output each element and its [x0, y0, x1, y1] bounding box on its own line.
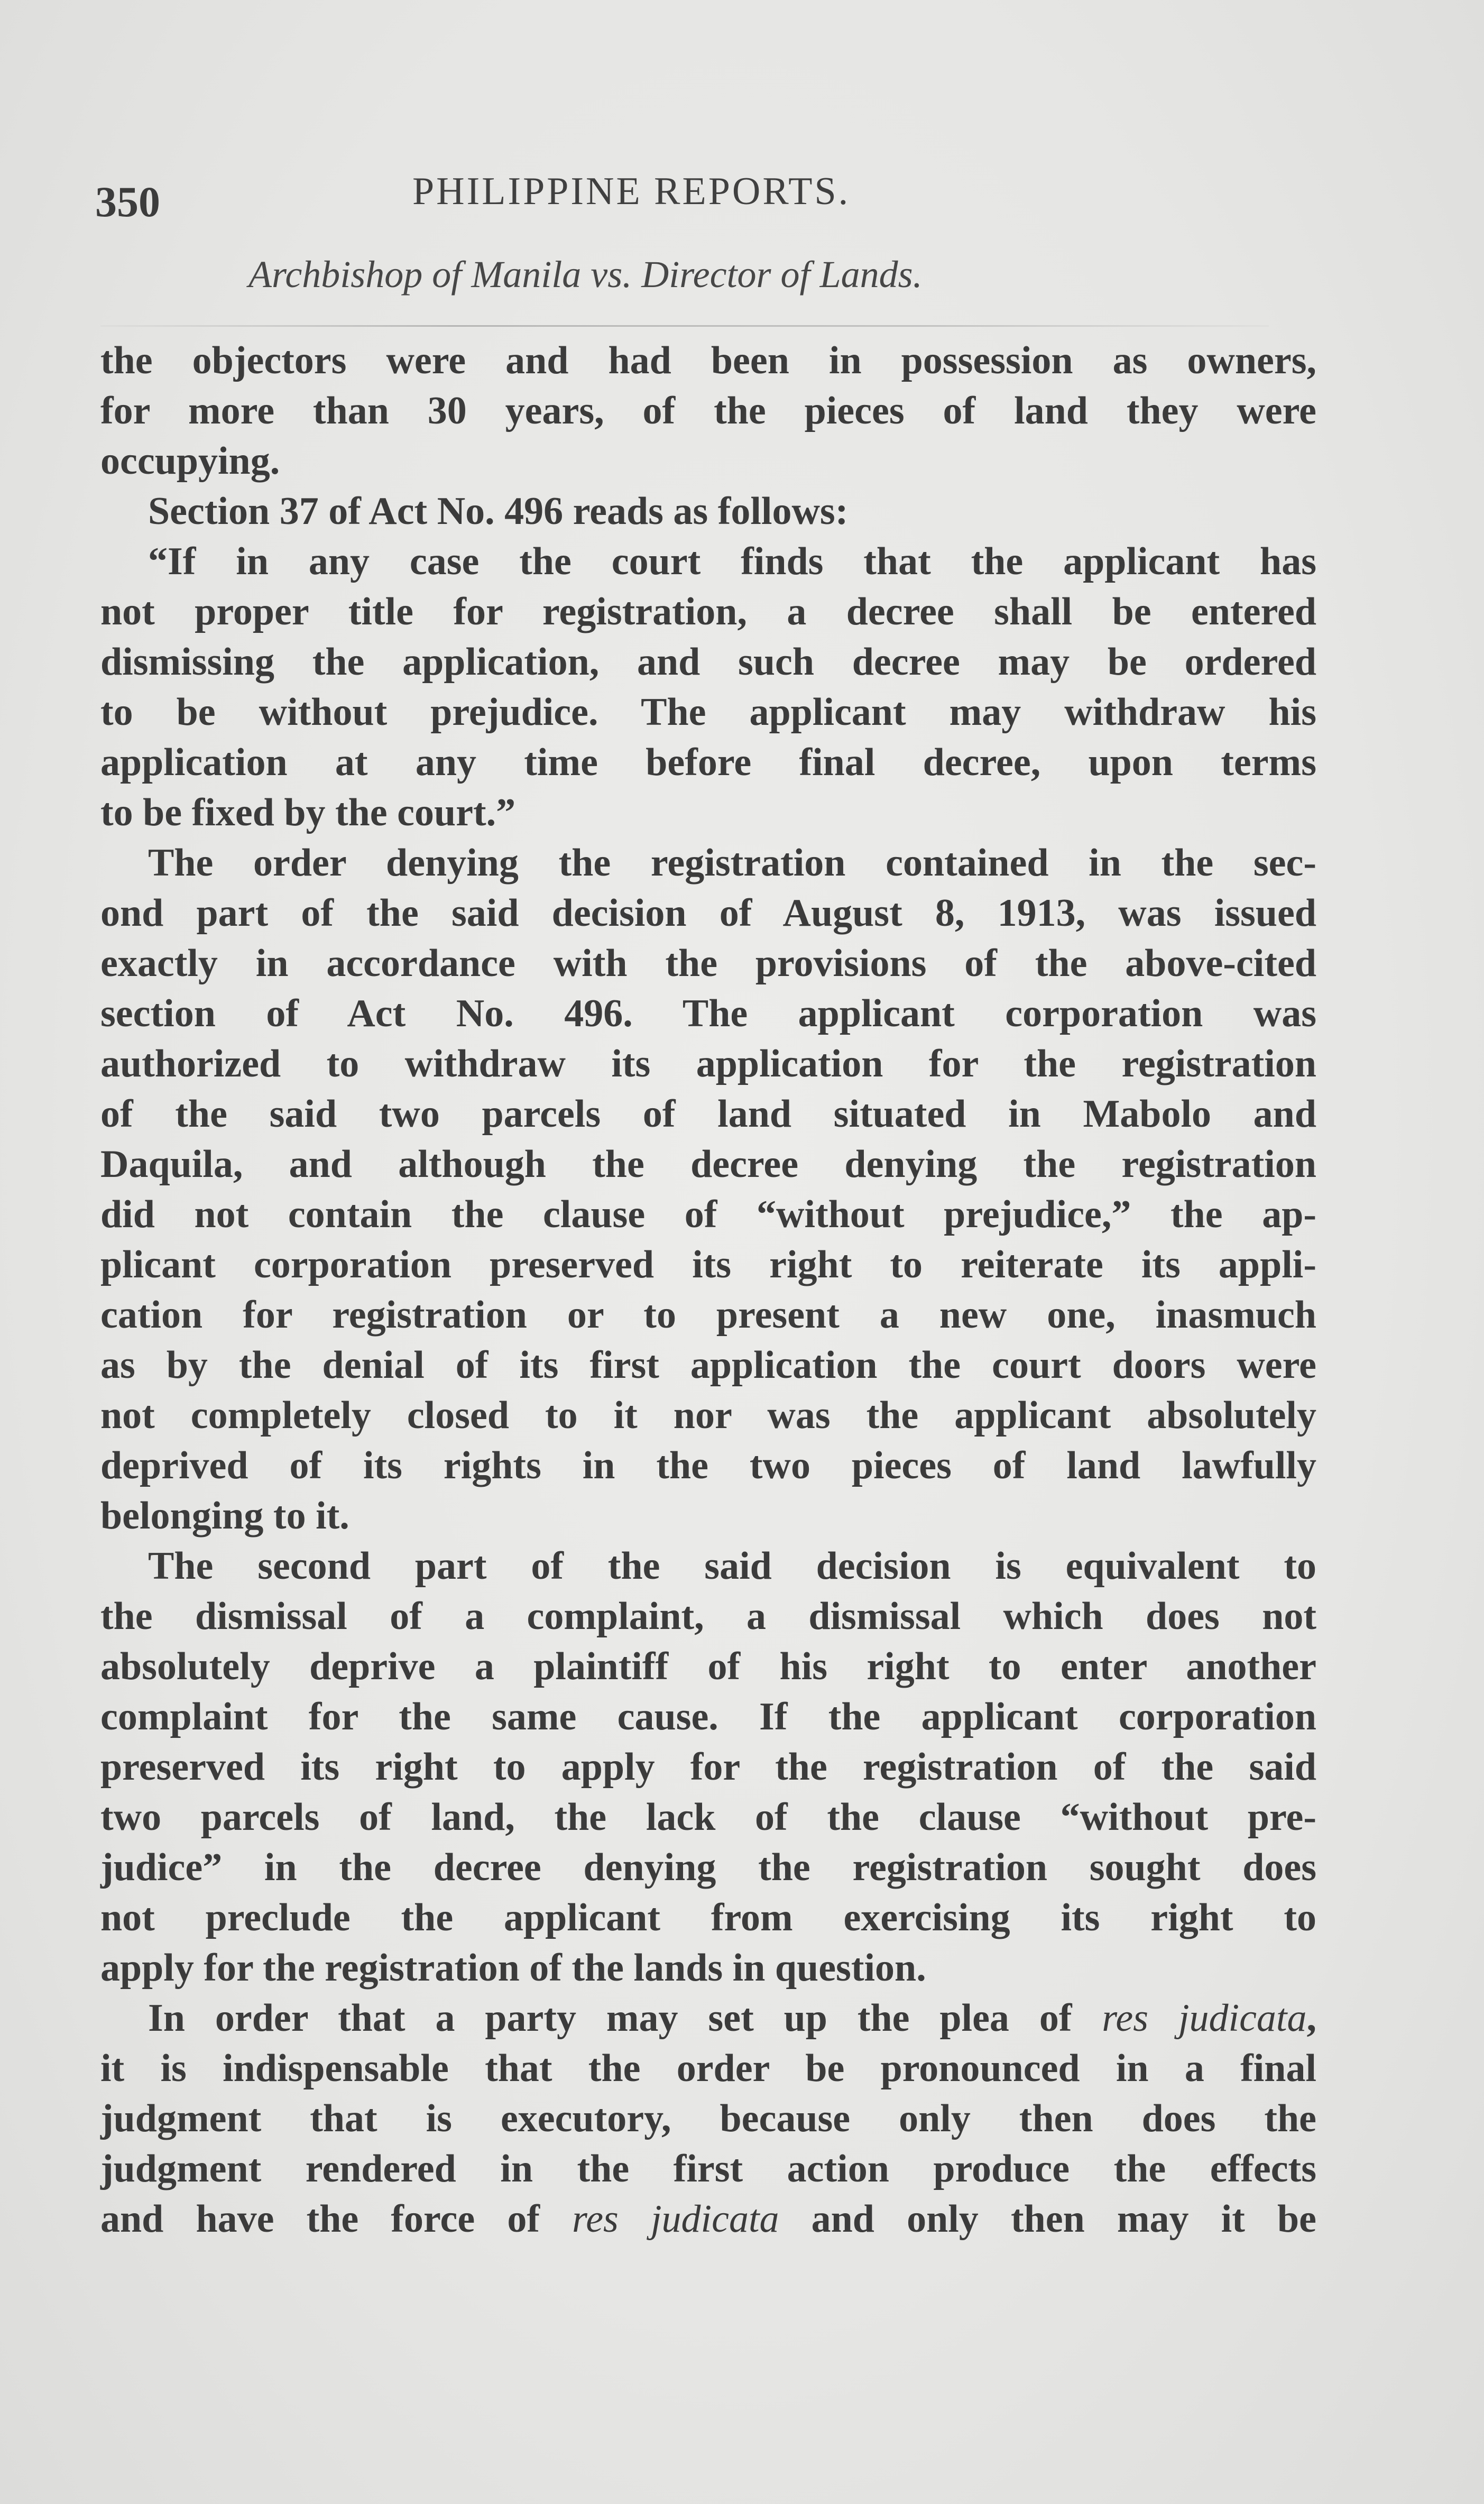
latin-phrase: res judicata: [1102, 1996, 1307, 2040]
text-line: authorized to withdraw its application for the registration: [100, 1042, 1316, 1085]
text-line: judgment rendered in the first action produce the effects: [100, 2147, 1316, 2190]
text-line: judgment that is executory, because only then does the: [100, 2097, 1316, 2140]
text-line: the objectors were and had been in possession as owners,: [100, 339, 1316, 382]
text-line: as by the denial of its first application the court doors were: [100, 1343, 1316, 1387]
body-text: [100, 336, 1316, 2244]
header-rule: [100, 325, 1269, 327]
text-line: the dismissal of a complaint, a dismissal which does not: [100, 1595, 1316, 1638]
text-line: “If in any case the court finds that the applicant has: [148, 540, 1316, 583]
text-line: section of Act No. 496. The applicant corporation was: [100, 992, 1316, 1035]
text-line: to be without prejudice. The applicant may withdraw his: [100, 691, 1316, 734]
text-line: The second part of the said decision is equivalent to: [148, 1544, 1316, 1588]
text-line: and have the force of res judicata and only then may it be: [100, 2197, 1317, 2241]
text-line: plicant corporation preserved its right to reiterate its appli-: [100, 1243, 1316, 1286]
text-line: ond part of the said decision of August 8, 1913, was issued: [100, 891, 1316, 935]
text-line: exactly in accordance with the provisions of the above-cited: [100, 942, 1316, 985]
text-line: judice” in the decree denying the registration sought does: [100, 1846, 1316, 1889]
text-line: Daquila, and although the decree denying the registration: [100, 1143, 1316, 1186]
text-line: occupying.: [100, 439, 280, 483]
latin-phrase: res judicata: [572, 2197, 779, 2241]
text-line: Section 37 of Act No. 496 reads as follows:: [148, 490, 849, 533]
page-number: 350: [95, 178, 160, 226]
text-line: absolutely deprive a plaintiff of his right to enter another: [100, 1645, 1316, 1688]
case-title: Archbishop of Manila vs. Director of Lands.: [248, 253, 923, 296]
text-line: not proper title for registration, a decree shall be entered: [100, 590, 1316, 633]
text-line: it is indispensable that the order be pronounced in a final: [100, 2047, 1316, 2090]
text-line: two parcels of land, the lack of the clause “without pre-: [100, 1796, 1316, 1839]
text-line: complaint for the same cause. If the applicant corporation: [100, 1695, 1316, 1738]
text-line: not completely closed to it nor was the applicant absolutely: [100, 1394, 1316, 1437]
text-line: deprived of its rights in the two pieces of land lawfully: [100, 1444, 1316, 1487]
text-line: dismissing the application, and such decree may be ordered: [100, 640, 1316, 684]
running-head: PHILIPPINE REPORTS.: [412, 170, 851, 213]
text-line: belonging to it.: [100, 1494, 349, 1538]
text-line: to be fixed by the court.”: [100, 791, 516, 834]
text-line: cation for registration or to present a new one, inasmuch: [100, 1293, 1316, 1337]
text-line: The order denying the registration contained in the sec-: [148, 841, 1316, 885]
text-line: of the said two parcels of land situated in Mabolo and: [100, 1092, 1316, 1136]
text-line: preserved its right to apply for the registration of the said: [100, 1745, 1316, 1789]
text-line: did not contain the clause of “without prejudice,” the ap-: [100, 1193, 1316, 1236]
text-line: not preclude the applicant from exercising its right to: [100, 1896, 1316, 1939]
text-line: In order that a party may set up the plea of res judicata,: [148, 1996, 1316, 2040]
text-line: apply for the registration of the lands in question.: [100, 1946, 926, 1990]
text-line: application at any time before final decree, upon terms: [100, 741, 1316, 784]
text-line: for more than 30 years, of the pieces of land they were: [100, 389, 1316, 432]
